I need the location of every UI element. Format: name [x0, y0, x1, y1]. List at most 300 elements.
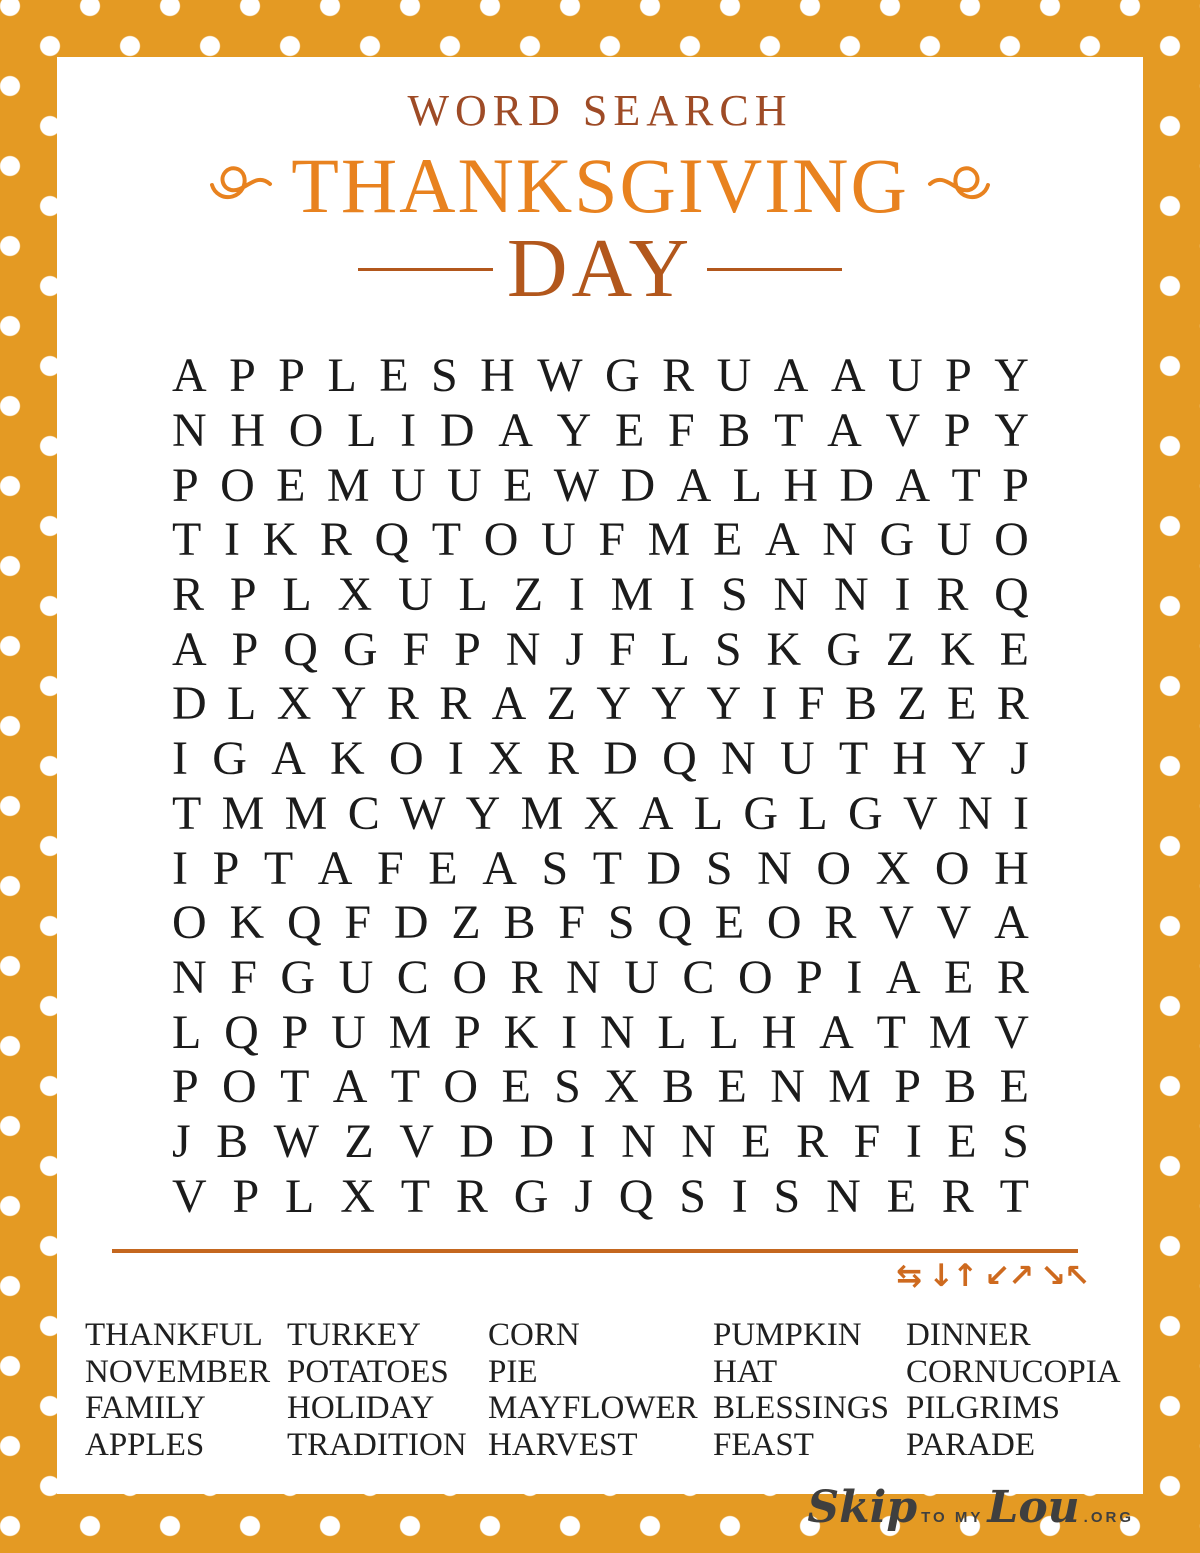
- grid-letter: V: [936, 896, 972, 950]
- grid-letter: C: [396, 950, 429, 1004]
- grid-letter: U: [936, 513, 972, 567]
- grid-letter: Z: [451, 896, 481, 950]
- grid-letter: M: [388, 1005, 432, 1059]
- grid-letter: I: [579, 1114, 596, 1168]
- grid-letter: F: [558, 896, 586, 950]
- grid-letter: F: [344, 896, 372, 950]
- grid-letter: W: [273, 1114, 319, 1168]
- grid-letter: E: [714, 896, 745, 950]
- grid-letter: P: [232, 1169, 260, 1223]
- word-list-item: PARADE: [906, 1426, 1035, 1463]
- grid-letter: J: [574, 1169, 593, 1223]
- grid-letter: P: [229, 568, 257, 622]
- grid-letter: B: [216, 1114, 249, 1168]
- grid-letter: E: [712, 513, 743, 567]
- word-list-column: [906, 1317, 1131, 1463]
- grid-letter: E: [999, 622, 1029, 676]
- grid-letter: C: [682, 950, 715, 1004]
- grid-letter: P: [278, 349, 305, 403]
- grid-letter: S: [705, 841, 733, 895]
- grid-letter: T: [876, 1005, 906, 1059]
- grid-letter: P: [212, 841, 240, 895]
- grid-letter: E: [614, 404, 645, 458]
- grid-letter: G: [879, 513, 915, 567]
- grid-letter: A: [994, 896, 1029, 950]
- grid-letter: N: [599, 1005, 635, 1059]
- direction-arrow-group: ↘↖: [1040, 1258, 1088, 1294]
- grid-letter: I: [561, 1005, 578, 1059]
- grid-letter: B: [503, 896, 536, 950]
- grid-letter: M: [326, 458, 370, 512]
- grid-letter: G: [826, 622, 861, 676]
- grid-letter: N: [757, 841, 792, 895]
- grid-letter: E: [741, 1114, 771, 1168]
- grid-letter: H: [480, 349, 515, 403]
- grid-letter: I: [223, 513, 240, 567]
- grid-letter: Q: [286, 896, 322, 950]
- grid-letter: I: [679, 568, 696, 622]
- word-list-column: [713, 1317, 906, 1463]
- grid-letter: M: [647, 513, 691, 567]
- grid-letter: I: [447, 732, 464, 786]
- grid-letter: F: [668, 404, 695, 458]
- logo-word-org: .ORG: [1083, 1509, 1134, 1526]
- grid-letter: L: [282, 568, 312, 622]
- grid-letter: R: [824, 896, 857, 950]
- title-rule-left: [358, 268, 493, 271]
- grid-letter: N: [958, 786, 993, 840]
- word-list-item: CORN: [488, 1317, 580, 1353]
- word-list-item: TURKEY: [287, 1317, 421, 1353]
- grid-letter: A: [482, 841, 517, 895]
- grid-letter: Y: [706, 677, 742, 731]
- grid-letter: V: [172, 1169, 207, 1223]
- grid-letter: F: [608, 622, 636, 676]
- grid-letter: T: [431, 513, 462, 567]
- word-list-column: [287, 1317, 488, 1463]
- grid-letter: N: [834, 568, 869, 622]
- puzzle-grid-row: [172, 787, 1029, 842]
- word-list-item: DINNER: [906, 1317, 1031, 1353]
- grid-letter: A: [827, 404, 862, 458]
- grid-letter: L: [347, 404, 377, 458]
- grid-letter: A: [638, 786, 674, 840]
- grid-letter: R: [386, 677, 419, 731]
- grid-letter: V: [399, 1114, 434, 1168]
- grid-letter: A: [895, 458, 931, 512]
- word-list-item: BLESSINGS: [713, 1390, 890, 1427]
- grid-letter: U: [624, 950, 659, 1004]
- grid-letter: L: [227, 677, 257, 731]
- grid-letter: E: [947, 677, 977, 731]
- grid-letter: O: [388, 732, 424, 786]
- grid-letter: M: [221, 786, 265, 840]
- word-list-item: FAMILY: [85, 1390, 206, 1427]
- puzzle-grid-row: [172, 1115, 1029, 1170]
- grid-letter: E: [999, 1060, 1029, 1114]
- grid-letter: T: [592, 841, 623, 895]
- grid-letter: A: [764, 513, 800, 567]
- grid-letter: X: [276, 677, 312, 731]
- page-title-sub: DAY: [506, 222, 694, 315]
- grid-letter: C: [347, 786, 380, 840]
- puzzle-grid-row: [172, 732, 1029, 787]
- grid-letter: N: [770, 1060, 805, 1114]
- grid-letter: I: [846, 950, 863, 1004]
- grid-letter: R: [172, 568, 205, 622]
- grid-letter: G: [743, 786, 779, 840]
- grid-letter: Q: [662, 732, 697, 786]
- grid-letter: O: [934, 841, 970, 895]
- puzzle-grid-row: [172, 951, 1029, 1006]
- grid-letter: P: [454, 622, 481, 676]
- grid-letter: H: [994, 841, 1029, 895]
- grid-letter: L: [660, 622, 690, 676]
- grid-letter: F: [598, 513, 626, 567]
- grid-letter: S: [679, 1169, 706, 1223]
- word-list-item: HAT: [713, 1353, 778, 1390]
- grid-letter: N: [505, 622, 541, 676]
- grid-letter: I: [172, 732, 188, 786]
- direction-arrow-group: ↙↗: [984, 1258, 1033, 1294]
- grid-letter: K: [262, 513, 298, 567]
- grid-letter: L: [172, 1005, 202, 1059]
- grid-letter: O: [766, 896, 802, 950]
- puzzle-grid-row: [172, 1005, 1029, 1060]
- grid-letter: E: [501, 1060, 531, 1114]
- word-list-column: [488, 1317, 713, 1463]
- swirl-ornament-right-icon: [927, 157, 1019, 215]
- grid-letter: R: [796, 1114, 829, 1168]
- grid-letter: H: [783, 458, 819, 512]
- grid-letter: R: [510, 950, 543, 1004]
- grid-letter: N: [566, 950, 601, 1004]
- grid-letter: A: [676, 458, 712, 512]
- grid-letter: A: [885, 950, 921, 1004]
- grid-letter: S: [554, 1060, 581, 1114]
- grid-letter: A: [271, 732, 306, 786]
- grid-letter: A: [491, 677, 527, 731]
- grid-letter: D: [393, 896, 429, 950]
- puzzle-grid-row: [172, 404, 1029, 459]
- grid-letter: E: [944, 950, 974, 1004]
- grid-letter: T: [263, 841, 294, 895]
- grid-letter: K: [229, 896, 265, 950]
- grid-letter: W: [537, 349, 583, 403]
- grid-letter: V: [994, 1005, 1029, 1059]
- word-list-item: APPLES: [85, 1426, 205, 1463]
- word-list-item: PILGRIMS: [906, 1390, 1061, 1427]
- grid-letter: M: [520, 786, 564, 840]
- grid-letter: U: [541, 513, 576, 567]
- grid-letter: P: [231, 622, 259, 676]
- grid-letter: I: [905, 1114, 922, 1168]
- puzzle-grid-row: [172, 896, 1029, 951]
- grid-letter: B: [944, 1060, 977, 1114]
- grid-letter: P: [172, 458, 199, 512]
- puzzle-grid: [172, 349, 1029, 1224]
- grid-letter: U: [447, 458, 482, 512]
- grid-letter: D: [620, 458, 656, 512]
- grid-letter: F: [402, 622, 430, 676]
- grid-letter: L: [458, 568, 488, 622]
- grid-letter: I: [172, 841, 188, 895]
- grid-letter: M: [284, 786, 328, 840]
- grid-letter: G: [280, 950, 316, 1004]
- puzzle-grid-row: [172, 1060, 1029, 1115]
- grid-letter: F: [377, 841, 404, 895]
- grid-letter: Y: [651, 677, 687, 731]
- page-title-main: THANKSGIVING: [291, 142, 909, 229]
- grid-letter: I: [568, 568, 585, 622]
- grid-letter: O: [737, 950, 773, 1004]
- grid-letter: P: [172, 1060, 199, 1114]
- word-list-item: TRADITION: [287, 1426, 467, 1463]
- grid-letter: Q: [994, 568, 1029, 622]
- grid-letter: V: [903, 786, 938, 840]
- grid-letter: S: [714, 622, 742, 676]
- puzzle-grid-row: [172, 622, 1029, 677]
- puzzle-grid-row: [172, 677, 1029, 732]
- grid-letter: L: [327, 349, 357, 403]
- grid-letter: R: [455, 1169, 488, 1223]
- grid-letter: V: [879, 896, 914, 950]
- grid-letter: A: [819, 1005, 854, 1059]
- grid-letter: D: [603, 732, 638, 786]
- swirl-ornament-left-icon: [181, 157, 273, 215]
- grid-letter: O: [994, 513, 1029, 567]
- direction-arrow-group: ⇆: [896, 1258, 921, 1294]
- direction-arrow-group: ↓↑: [928, 1258, 977, 1294]
- grid-letter: F: [797, 677, 825, 731]
- grid-letter: F: [230, 950, 257, 1004]
- grid-letter: R: [319, 513, 352, 567]
- grid-letter: X: [583, 786, 619, 840]
- grid-letter: L: [732, 458, 762, 512]
- grid-letter: Q: [657, 896, 692, 950]
- word-list-item: HARVEST: [488, 1426, 638, 1463]
- grid-letter: M: [610, 568, 654, 622]
- grid-letter: R: [662, 349, 695, 403]
- site-logo: [807, 1482, 1138, 1533]
- grid-letter: G: [605, 349, 640, 403]
- grid-letter: S: [607, 896, 635, 950]
- grid-letter: O: [172, 896, 207, 950]
- logo-word-lou: Lou: [987, 1482, 1080, 1533]
- grid-letter: X: [604, 1060, 639, 1114]
- grid-letter: N: [172, 950, 207, 1004]
- grid-letter: Y: [331, 677, 367, 731]
- word-list-item: MAYFLOWER: [488, 1390, 698, 1427]
- grid-letter: E: [717, 1060, 747, 1114]
- grid-letter: P: [1002, 458, 1029, 512]
- grid-letter: I: [731, 1169, 748, 1223]
- grid-letter: U: [331, 1005, 366, 1059]
- grid-letter: J: [172, 1114, 191, 1168]
- grid-letter: P: [454, 1005, 481, 1059]
- grid-letter: X: [488, 732, 523, 786]
- puzzle-sheet: [57, 57, 1143, 1494]
- grid-letter: I: [1013, 786, 1029, 840]
- puzzle-grid-row: [172, 1169, 1029, 1224]
- grid-letter: Y: [994, 404, 1029, 458]
- sub-title-row: [57, 222, 1143, 315]
- grid-letter: O: [816, 841, 852, 895]
- grid-letter: V: [885, 404, 921, 458]
- grid-letter: O: [452, 950, 487, 1004]
- grid-letter: E: [886, 1169, 916, 1223]
- grid-letter: P: [894, 1060, 921, 1114]
- grid-letter: T: [172, 786, 202, 840]
- grid-letter: R: [996, 677, 1029, 731]
- grid-letter: T: [280, 1060, 310, 1114]
- grid-letter: R: [439, 677, 472, 731]
- grid-letter: T: [172, 513, 202, 567]
- word-list-item: PUMPKIN: [713, 1317, 862, 1353]
- word-list: [57, 1317, 1143, 1463]
- grid-letter: S: [720, 568, 748, 622]
- grid-letter: Z: [885, 622, 916, 676]
- grid-letter: L: [798, 786, 828, 840]
- grid-letter: E: [276, 458, 306, 512]
- grid-letter: Q: [374, 513, 410, 567]
- grid-letter: B: [718, 404, 751, 458]
- section-divider-rule: [112, 1249, 1078, 1253]
- grid-letter: M: [928, 1005, 972, 1059]
- grid-letter: Z: [546, 677, 576, 731]
- puzzle-grid-row: [172, 568, 1029, 623]
- grid-letter: S: [1002, 1114, 1029, 1168]
- grid-letter: U: [888, 349, 923, 403]
- grid-letter: X: [340, 1169, 375, 1223]
- grid-letter: U: [398, 568, 433, 622]
- grid-letter: T: [838, 732, 869, 786]
- grid-letter: X: [875, 841, 911, 895]
- grid-letter: Q: [618, 1169, 654, 1223]
- grid-letter: P: [943, 404, 971, 458]
- grid-letter: E: [503, 458, 533, 512]
- grid-letter: F: [853, 1114, 881, 1168]
- grid-letter: K: [503, 1005, 539, 1059]
- word-list-item: PIE: [488, 1353, 538, 1390]
- grid-letter: K: [940, 622, 975, 676]
- grid-letter: O: [222, 1060, 257, 1114]
- grid-letter: Y: [596, 677, 632, 731]
- grid-letter: A: [172, 349, 207, 403]
- word-list-item: HOLIDAY: [287, 1390, 435, 1427]
- grid-letter: D: [839, 458, 875, 512]
- grid-letter: U: [779, 732, 815, 786]
- grid-letter: P: [281, 1005, 309, 1059]
- grid-letter: Q: [224, 1005, 259, 1059]
- word-list-item: POTATOES: [287, 1353, 449, 1390]
- grid-letter: G: [342, 622, 378, 676]
- grid-letter: Y: [994, 349, 1029, 403]
- grid-letter: K: [766, 622, 802, 676]
- grid-letter: L: [693, 786, 724, 840]
- word-list-column: [85, 1317, 287, 1463]
- grid-letter: G: [848, 786, 883, 840]
- grid-letter: R: [996, 950, 1029, 1004]
- grid-letter: T: [999, 1169, 1029, 1223]
- grid-letter: M: [828, 1060, 871, 1114]
- grid-letter: O: [443, 1060, 479, 1114]
- grid-letter: W: [400, 786, 446, 840]
- logo-word-tomy: TO MY: [921, 1509, 984, 1526]
- grid-letter: R: [546, 732, 579, 786]
- grid-letter: H: [230, 404, 266, 458]
- grid-letter: A: [332, 1060, 368, 1114]
- grid-letter: N: [621, 1114, 656, 1168]
- puzzle-grid-row: [172, 513, 1029, 568]
- grid-letter: D: [646, 841, 682, 895]
- grid-letter: L: [709, 1005, 739, 1059]
- word-list-item: THANKFUL: [85, 1317, 263, 1353]
- grid-letter: Z: [344, 1114, 374, 1168]
- grid-letter: I: [400, 404, 417, 458]
- grid-letter: B: [662, 1060, 695, 1114]
- grid-letter: L: [285, 1169, 315, 1223]
- grid-letter: E: [947, 1114, 977, 1168]
- grid-letter: E: [379, 349, 409, 403]
- grid-letter: J: [1010, 732, 1029, 786]
- grid-letter: T: [951, 458, 981, 512]
- grid-letter: Y: [556, 404, 592, 458]
- grid-letter: T: [400, 1169, 431, 1223]
- grid-letter: N: [822, 513, 857, 567]
- grid-letter: Z: [897, 677, 927, 731]
- grid-letter: X: [337, 568, 373, 622]
- grid-letter: Q: [283, 622, 318, 676]
- grid-letter: K: [330, 732, 365, 786]
- grid-letter: E: [428, 841, 458, 895]
- main-title-row: [57, 142, 1143, 229]
- grid-letter: P: [796, 950, 823, 1004]
- word-list-item: NOVEMBER: [85, 1353, 271, 1390]
- grid-letter: D: [439, 404, 475, 458]
- grid-letter: I: [894, 568, 911, 622]
- grid-letter: D: [172, 677, 207, 731]
- grid-letter: O: [220, 458, 255, 512]
- word-list-item: CORNUCOPIA: [906, 1353, 1121, 1390]
- grid-letter: T: [390, 1060, 421, 1114]
- grid-letter: N: [681, 1114, 716, 1168]
- grid-letter: D: [459, 1114, 495, 1168]
- grid-letter: Z: [513, 568, 544, 622]
- grid-letter: N: [172, 404, 207, 458]
- grid-letter: N: [773, 568, 809, 622]
- grid-letter: A: [498, 404, 533, 458]
- grid-letter: G: [212, 732, 247, 786]
- grid-letter: B: [844, 677, 877, 731]
- grid-letter: H: [892, 732, 928, 786]
- grid-letter: R: [936, 568, 969, 622]
- logo-word-skip: Skip: [807, 1482, 918, 1533]
- grid-letter: P: [945, 349, 972, 403]
- grid-letter: N: [826, 1169, 861, 1223]
- grid-letter: S: [541, 841, 569, 895]
- grid-letter: Y: [951, 732, 986, 786]
- grid-letter: U: [716, 349, 752, 403]
- title-rule-right: [707, 268, 842, 271]
- grid-letter: R: [941, 1169, 974, 1223]
- grid-letter: S: [773, 1169, 801, 1223]
- grid-letter: A: [172, 622, 207, 676]
- grid-letter: W: [553, 458, 600, 512]
- page-title-kicker: WORD SEARCH: [407, 86, 793, 135]
- puzzle-grid-row: [172, 458, 1029, 513]
- grid-letter: T: [774, 404, 804, 458]
